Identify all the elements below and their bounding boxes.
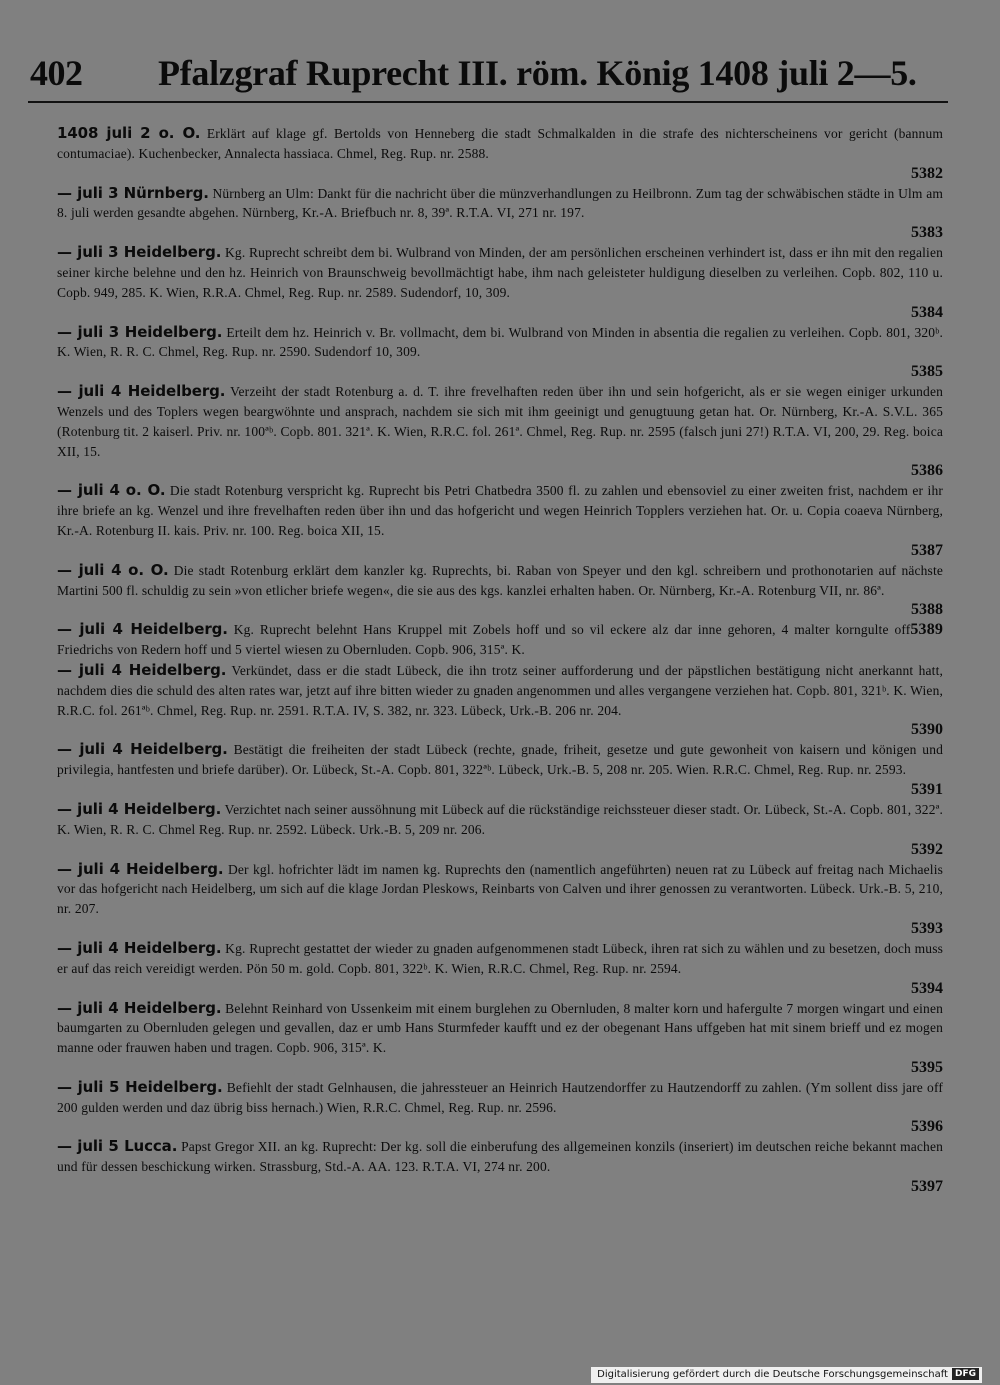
regest-text-block (57, 860, 943, 919)
regest-date-place: — juli 3 Heidelberg. (57, 243, 222, 262)
regest-number: 5383 (911, 224, 943, 242)
regest-body: Papst Gregor XII. an kg. Ruprecht: Der kg. soll die einberufung des allgemeinen konzils (inseriert) im deutschen reiche bekannt machen und für dessen beschickung wirken. Strassburg, Std.-A. AA. 123. R.T.A. VI, 274 nr. 200. (57, 1139, 943, 1175)
regest-entry (57, 740, 943, 799)
regest-date-place: — juli 4 Heidelberg. (57, 620, 228, 639)
regest-number: 5395 (911, 1058, 943, 1076)
regest-number-line (57, 461, 943, 480)
regest-body: Kg. Ruprecht gestattet der wieder zu gnaden aufgenommenen stadt Lübeck, ihren rat sich zu wählen und zu besetzen, doch muss er auf das reich vereidigt werden. Pön 50 m. gold. Copb. 801, 322ᵇ. K. Wien, R.R.C. Chmel, Reg. Rup. nr. 2594. (57, 940, 943, 976)
regest-number: 5389 (910, 621, 943, 639)
regest-date-place: — juli 4 Heidelberg. (57, 938, 222, 957)
regest-entry (57, 999, 943, 1077)
regest-text-block (57, 800, 943, 840)
regest-entry (57, 1137, 943, 1196)
regest-text-block (57, 1078, 943, 1118)
page-header (30, 52, 960, 96)
regest-number-line (57, 840, 943, 859)
regest-entry (57, 860, 943, 938)
regest-body: Der kgl. hofrichter lädt im namen kg. Ruprechts den (namentlich angeführten) neuen rat zu Lübeck auf freitag nach Michaelis vor das hofgericht nach Heidelberg, um sich auf die klage Jordan Pleskows, Reinbarts von Calven und ihrer genossen zu verantworten. Lübeck. Urk.-B. 5, 210, nr. 207. (57, 861, 944, 917)
dfg-logo: DFG (952, 1368, 979, 1380)
funding-note: Digitalisierung gefördert durch die Deutsche Forschungsgemeinschaft (597, 1369, 948, 1380)
regest-number: 5385 (911, 363, 943, 381)
funding-footer (591, 1367, 982, 1383)
regest-text-block (57, 561, 943, 601)
regest-body: Die stadt Rotenburg erklärt dem kanzler kg. Ruprechts, bi. Raban von Speyer und den kgl. schreibern und prothonotarien auf nächste Martini 500 fl. schuldig zu sein »von etlicher briefe wegen«, die sie aus des kgs. kanzlei erhalten haben. Or. Nürnberg, Kr.-A. Rotenburg VII, nr. 86ª. (57, 562, 943, 598)
regest-date-place: — juli 3 Nürnberg. (57, 183, 209, 202)
regest-date-place: — juli 4 Heidelberg. (57, 799, 222, 818)
regest-entry (57, 800, 943, 859)
header-rule (28, 101, 948, 103)
regest-number: 5394 (911, 979, 943, 997)
regest-text-block (57, 382, 943, 461)
regest-text-block (57, 1137, 943, 1177)
regest-text-block (57, 661, 943, 720)
regest-entry (57, 124, 943, 183)
regest-entry (57, 620, 943, 660)
regest-number: 5382 (911, 164, 943, 182)
regest-date-place: 1408 juli 2 o. O. (57, 124, 201, 142)
regest-body: Nürnberg an Ulm: Dankt für die nachricht über die münzverhandlungen zu Heilbronn. Zum tag der schwäbischen städte in Ulm am 8. juli werden gesandte abgehen. Nürnberg, Kr.-A. Briefbuch nr. 8, 39ª. R.T.A. VI, 271 nr. 197. (57, 185, 943, 221)
regest-entry (57, 1078, 943, 1137)
regest-number: 5393 (911, 919, 943, 937)
regest-entry (57, 382, 943, 480)
regest-text-block (57, 243, 943, 302)
regest-number-line (57, 1117, 943, 1136)
regest-text-block (57, 124, 943, 164)
regest-number: 5386 (911, 462, 943, 480)
regest-text-block (57, 999, 943, 1058)
regest-date-place: — juli 4 o. O. (57, 560, 169, 579)
regest-body: Bestätigt die freiheiten der stadt Lübeck (rechte, gnade, friheit, gesetze und gute gewonheit von kaisern und königen und privilegia, hantfesten und briefe darüber). Or. Lübeck, St.-A. Copb. 801, 322ªᵇ. Lübeck, Urk.-B. 5, 208 nr. 205. Wien. R.R.C. Chmel, Reg. Rup. nr. 2593. (57, 742, 944, 778)
regest-date-place: — juli 4 Heidelberg. (57, 859, 224, 878)
regest-number-line (57, 1058, 943, 1077)
regest-text-block (57, 323, 943, 363)
regest-entry (57, 661, 943, 739)
regest-body: Erklärt auf klage gf. Bertolds von Henneberg die stadt Schmalkalden in die strafe des nichterscheinens vor gericht (bannum contumaciae). Kuchenbecker, Annalecta hassiaca. Chmel, Reg. Rup. nr. 2588. (57, 126, 943, 161)
regest-number: 5384 (911, 303, 943, 321)
page-number: 402 (30, 53, 83, 93)
regest-number-line (57, 303, 943, 322)
regest-number: 5396 (911, 1118, 943, 1136)
regest-number: 5391 (911, 780, 943, 798)
regest-number: 5387 (911, 541, 943, 559)
regest-number-line (57, 979, 943, 998)
regest-entry (57, 481, 943, 559)
regest-entry (57, 184, 943, 243)
regest-body: Verzeiht der stadt Rotenburg a. d. T. ihre frevelhaften reden über ihn und sein hofgericht, als er sie wegen einiger urkunden Wenzels und des Toplers wegen beargwöhnte und ansprach, nachdem sie sich mit ihm geeinigt und genugtuung getan hat. Or. Nürnberg, Kr.-A. S.V.L. 365 (Rotenburg tit. 2 kaiserl. Priv. nr. 100ªᵇ. Copb. 801. 321ª. K. Wien, R.R.C. fol. 261ª. Chmel, Reg. Rup. nr. 2595 (falsch juni 27!) R.T.A. VI, 200, 29. Reg. boica XII, 15. (57, 384, 943, 459)
regest-body: Belehnt Reinhard von Ussenkeim mit einem burglehen zu Obernluden, 8 malter korn und hafergulte 7 morgen wingart und einen baumgarten zu Obernluden gelegen und gevallen, daz er umb Hans Sturmfeder kaufft und ez der obegenant Hans uffgeben hat mit sinem brieff und ez mogen manne oder frauwen haben und tragen. Copb. 906, 315ª. K. (57, 1000, 943, 1056)
regest-number-line (57, 780, 943, 799)
regest-date-place: — juli 4 Heidelberg. (57, 382, 226, 401)
regest-body: Kg. Ruprecht belehnt Hans Kruppel mit Zobels hoff und so vil eckere alz dar inne gehoren, 4 malter korngulte off Friedrichs von Redern hoff und 5 viertel wiesen zu Obernluden. Copb. 906, 315ª. K. (57, 622, 911, 658)
regest-number: 5392 (911, 840, 943, 858)
regest-date-place: — juli 3 Heidelberg. (57, 322, 223, 341)
regest-number-line (57, 1177, 943, 1196)
regest-number-line (57, 919, 943, 938)
regest-body: Befiehlt der stadt Gelnhausen, die jahressteuer an Heinrich Hautzendorffer zu Hautzendorff zu zahlen. (Ym sollent diss jare off 200 gulden werden und daz übrig biss hernach.) Wien, R.R.C. Chmel, Reg. Rup. nr. 2596. (57, 1079, 944, 1115)
regest-number-line (57, 600, 943, 619)
regest-number-line (57, 223, 943, 242)
regesta-list (57, 124, 943, 1197)
regest-date-place: — juli 4 o. O. (57, 481, 166, 500)
regest-number-line (57, 541, 943, 560)
regest-entry (57, 323, 943, 382)
running-head: Pfalzgraf Ruprecht III. röm. König 1408 juli 2—5. (158, 53, 917, 93)
regest-entry (57, 939, 943, 998)
regest-entry (57, 561, 943, 620)
regest-body: Verkündet, dass er die stadt Lübeck, die ihn trotz seiner aufforderung und der päpstlichen bestätigung nicht anerkannt hatt, nachdem dies die schuld des alten rates war, jetzt auf ihre bitten wieder zu gnaden angenommen und alles vergangene verziehen hat. Copb. 801, 321ᵇ. K. Wien, R.R.C. fol. 261ªᵇ. Chmel, Reg. Rup. nr. 2591. R.T.A. IV, S. 382, nr. 323. Lübeck, Urk.-B. 206 nr. 204. (57, 662, 943, 718)
regest-text-block (57, 939, 943, 979)
regest-number: 5388 (911, 601, 943, 619)
regest-text-block (57, 740, 943, 780)
regest-body: Erteilt dem hz. Heinrich v. Br. vollmacht, dem bi. Wulbrand von Minden in absentia die regalien zu verleihen. Copb. 801, 320ᵇ. K. Wien, R. R. C. Chmel, Reg. Rup. nr. 2590. Sudendorf 10, 309. (57, 324, 943, 360)
regest-text-block (57, 481, 943, 540)
regest-entry (57, 243, 943, 321)
regest-body: Verzichtet nach seiner aussöhnung mit Lübeck auf die rückständige reichssteuer dieser stadt. Or. Lübeck, St.-A. Copb. 801, 322ª. K. Wien, R. R. C. Chmel Reg. Rup. nr. 2592. Lübeck. Urk.-B. 5, 209 nr. 206. (57, 801, 943, 837)
regest-date-place: — juli 4 Heidelberg. (57, 740, 228, 759)
regest-date-place: — juli 5 Lucca. (57, 1137, 178, 1156)
regest-number-line (57, 720, 943, 739)
regest-date-place: — juli 4 Heidelberg. (57, 660, 227, 679)
regest-text-block (57, 620, 943, 660)
regest-date-place: — juli 5 Heidelberg. (57, 1077, 223, 1096)
regest-body: Kg. Ruprecht schreibt dem bi. Wulbrand von Minden, der am persönlichen erscheinen verhindert ist, dass er ihn mit den regalien seiner kirche belehne und den hz. Heinrich von Braunschweig bevollmächtigt habe, ihm nach geleisteter huldigung dieselben zu verleihen. Copb. 802, 110 u. Copb. 949, 285. K. Wien, R.R.A. Chmel, Reg. Rup. nr. 2589. Sudendorf, 10, 309. (57, 245, 943, 300)
regest-text-block (57, 184, 943, 224)
regest-body: Die stadt Rotenburg verspricht kg. Ruprecht bis Petri Chatbedra 3500 fl. zu zahlen und ebensoviel zu einer zweiten frist, nachdem er ihr ihre briefe an kg. Wenzel und ihre frevelhaften reden über ihn und das hofgericht und wegen Heinrich Topplers verziehen hat. Or. u. Copia coaeva Nürnberg, Kr.-A. Rotenburg II. kais. Priv. nr. 100. Reg. boica XII, 15. (57, 483, 943, 538)
regest-date-place: — juli 4 Heidelberg. (57, 998, 222, 1017)
regest-number: 5390 (911, 721, 943, 739)
regest-number-line (57, 362, 943, 381)
regest-number-line (57, 164, 943, 183)
regest-number: 5397 (911, 1178, 943, 1196)
